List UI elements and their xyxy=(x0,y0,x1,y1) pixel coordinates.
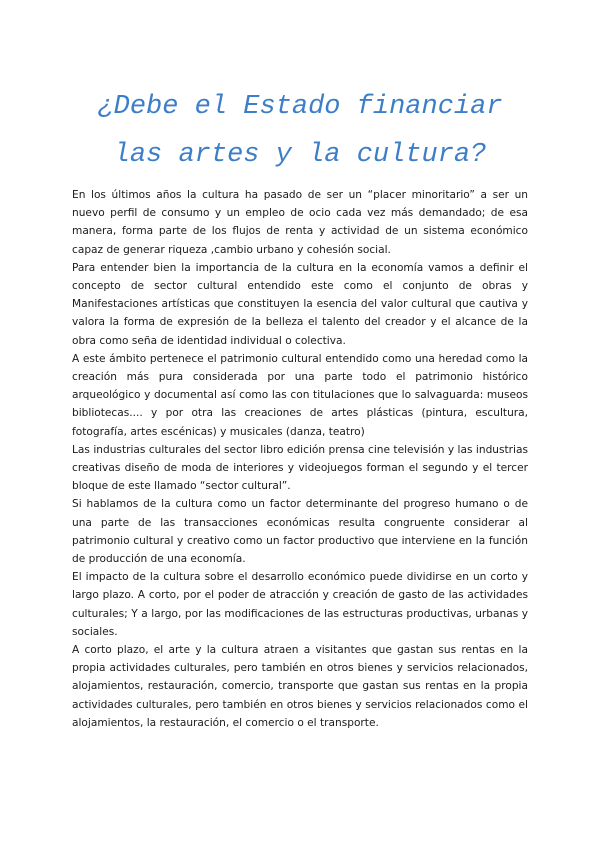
paragraph-3: A este ámbito pertenece el patrimonio cultural entendido como una heredad como la creación más pura considerada por una parte todo el patrimonio histórico arqueológico y documental así como las con titulaciones que lo salvaguarda: museos bibliotecas.... y por otra las creaciones de artes plásticas (pintura, escultura, fotografía, artes escénicas) y musicales (danza, teatro) xyxy=(72,352,528,438)
document-body xyxy=(72,186,528,732)
paragraph-4: Las industrias culturales del sector libro edición prensa cine televisión y las industrias creativas diseño de moda de interiores y videojuegos forman el segundo y el tercer bloque de este llamado “sector cultural”. xyxy=(72,443,528,493)
paragraph-1: En los últimos años la cultura ha pasado de ser un “placer minoritario” a ser un nuevo perfil de consumo y un empleo de ocio cada vez más demandado; de esa manera, forma parte de los flujos de renta y actividad de un sistema económico capaz de generar riqueza ,cambio urbano y cohesión social. xyxy=(72,189,528,256)
document-title-line-2: las artes y la cultura? xyxy=(113,140,487,170)
paragraph-7: A corto plazo, el arte y la cultura atraen a visitantes que gastan sus rentas en la propia actividades culturales, pero también en otros bienes y servicios relacionados, alojamientos, restauración, comercio, transporte que gastan sus rentas en la propia actividades culturales, pero también en otros bienes y servicios relacionados como el alojamientos, la restauración, el comercio o el transporte. xyxy=(72,644,528,729)
paragraph-6: El impacto de la cultura sobre el desarrollo económico puede dividirse en un corto y largo plazo. A corto, por el poder de atracción y creación de gasto de las actividades culturales; Y a largo, por las modificaciones de las estructuras productivas, urbanas y sociales. xyxy=(72,571,528,638)
document-title-line-1: ¿Debe el Estado financiar xyxy=(97,92,503,122)
paragraph-5: Si hablamos de la cultura como un factor determinante del progreso humano o de una parte de las transacciones económicas resulta congruente considerar al patrimonio cultural y creativo como un factor productivo que interviene en la función de producción de una economía. xyxy=(72,498,528,566)
paragraph-2: Para entender bien la importancia de la cultura en la economía vamos a definir el concepto de sector cultural entendido este como el conjunto de obras y Manifestaciones artísticas que constituyen la esencia del valor cultural que cautiva y valora la forma de expresión de la belleza el talento del creador y el alcance de la obra como seña de identidad individual o colectiva. xyxy=(72,261,528,347)
